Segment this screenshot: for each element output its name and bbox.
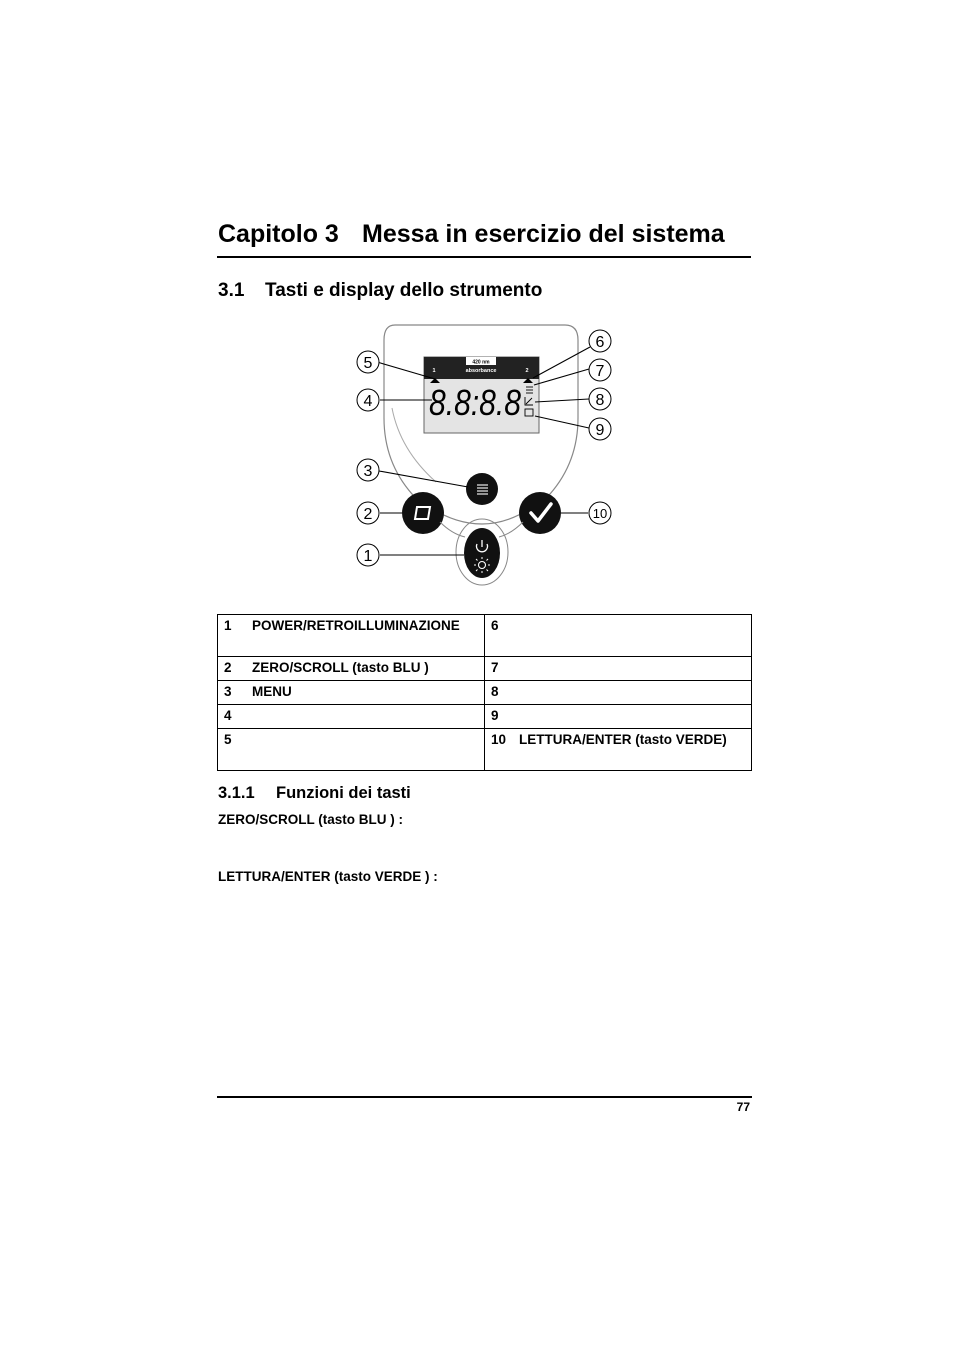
svg-text:1: 1 bbox=[363, 548, 373, 565]
callout-2 bbox=[357, 502, 379, 524]
callout-8 bbox=[589, 388, 611, 410]
table-row bbox=[218, 615, 752, 657]
zero-scroll-button bbox=[402, 492, 444, 534]
section-number: 3.1 bbox=[218, 280, 245, 301]
lcd-left-marker: 1 bbox=[432, 368, 436, 374]
subsection-number: 3.1.1 bbox=[218, 784, 255, 802]
table-cell: 10 LETTURA/ENTER (tasto VERDE) bbox=[485, 729, 752, 771]
table-cell: 3 MENU bbox=[218, 681, 485, 705]
section-title bbox=[218, 279, 542, 303]
svg-text:3: 3 bbox=[363, 463, 373, 480]
subsection-title-text: Funzioni dei tasti bbox=[276, 784, 411, 802]
callout-10 bbox=[589, 502, 611, 524]
callout-9 bbox=[589, 418, 611, 440]
lettura-enter-heading: LETTURA/ENTER (tasto VERDE ) : bbox=[218, 869, 438, 884]
chapter-divider bbox=[217, 256, 751, 258]
table-cell: 5 bbox=[218, 729, 485, 771]
callout-4 bbox=[357, 389, 379, 411]
lcd-mode: absorbance bbox=[465, 368, 497, 374]
table-row bbox=[218, 729, 752, 771]
callout-7 bbox=[589, 359, 611, 381]
instrument-diagram bbox=[340, 322, 630, 592]
chapter-title bbox=[218, 218, 751, 250]
table-cell: 1 POWER/RETROILLUMINAZIONE bbox=[218, 615, 485, 657]
power-button bbox=[464, 528, 500, 578]
table-row bbox=[218, 705, 752, 729]
svg-text:9: 9 bbox=[595, 422, 605, 439]
table-cell: 4 bbox=[218, 705, 485, 729]
callout-5 bbox=[357, 351, 379, 373]
lcd-right-marker: 2 bbox=[525, 368, 529, 374]
svg-text:4: 4 bbox=[363, 393, 373, 410]
menu-button bbox=[466, 473, 498, 505]
table-row bbox=[218, 681, 752, 705]
chapter-number: Capitolo 3 bbox=[218, 220, 339, 248]
table-cell: 6 bbox=[485, 615, 752, 657]
table-cell: 2 ZERO/SCROLL (tasto BLU ) bbox=[218, 657, 485, 681]
footer-divider bbox=[217, 1096, 752, 1098]
page-number: 77 bbox=[736, 1100, 750, 1114]
svg-text:8: 8 bbox=[595, 392, 605, 409]
callout-3 bbox=[357, 459, 379, 481]
instrument-figure bbox=[340, 322, 630, 592]
table-cell: 7 bbox=[485, 657, 752, 681]
lcd-digits: 8.8:8.8 bbox=[429, 382, 521, 423]
legend-table bbox=[217, 614, 752, 771]
callout-6 bbox=[589, 330, 611, 352]
svg-text:2: 2 bbox=[363, 506, 373, 523]
section-title-text: Tasti e display dello strumento bbox=[265, 280, 543, 301]
table-cell: 9 bbox=[485, 705, 752, 729]
table-cell: 8 bbox=[485, 681, 752, 705]
svg-text:6: 6 bbox=[595, 334, 605, 351]
svg-text:7: 7 bbox=[595, 363, 605, 380]
lettura-enter-button bbox=[519, 492, 561, 534]
subsection-title bbox=[218, 782, 411, 804]
chapter-title-text: Messa in esercizio del sistema bbox=[362, 220, 725, 248]
lcd-wavelength: 420 nm bbox=[472, 359, 490, 366]
zero-scroll-heading: ZERO/SCROLL (tasto BLU ) : bbox=[218, 812, 403, 827]
svg-text:10: 10 bbox=[592, 506, 608, 521]
callout-1 bbox=[357, 544, 379, 566]
svg-text:5: 5 bbox=[363, 355, 373, 372]
table-row bbox=[218, 657, 752, 681]
